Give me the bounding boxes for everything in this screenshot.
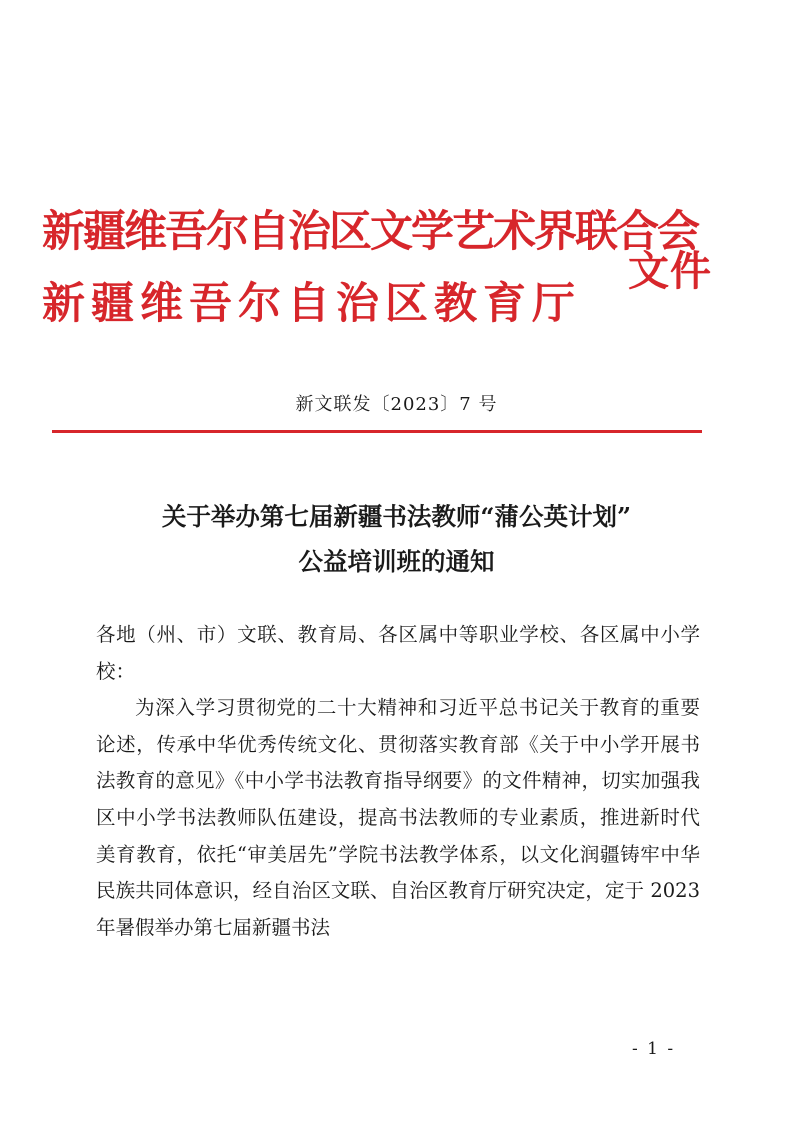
- red-divider-rule: [52, 430, 702, 433]
- salutation: 各地（州、市）文联、教育局、各区属中等职业学校、各区属中小学校：: [96, 623, 700, 683]
- issuer-name-line-1: 新疆维吾尔自治区文学艺术界联合会: [42, 207, 698, 257]
- issuer-name-line-2: 新疆维吾尔自治区教育厅: [42, 279, 581, 329]
- notice-title-line-1: 关于举办第七届新疆书法教师“蒲公英计划”: [161, 502, 632, 531]
- document-number: 新文联发〔2023〕7 号: [295, 394, 498, 415]
- notice-body: [96, 617, 700, 946]
- notice-title-line-2: 公益培训班的通知: [298, 547, 495, 576]
- document-type-label: 文件: [628, 247, 712, 295]
- page-number: - 1 -: [632, 1039, 676, 1059]
- body-paragraph: 为深入学习贯彻党的二十大精神和习近平总书记关于教育的重要论述，传承中华优秀传统文化、贯彻落实教育部《关于中小学开展书法教育的意见》《中小学书法教育指导纲要》的文件精神，切实加强我区中小学书法教师队伍建设，提高书法教师的专业素质，推进新时代美育教育，依托“审美居先”学院书法教学体系，以文化润疆铸牢中华民族共同体意识，经自治区文联、自治区教育厅研究决定，定于 2023 年暑假举办第七届新疆书法: [96, 696, 700, 939]
